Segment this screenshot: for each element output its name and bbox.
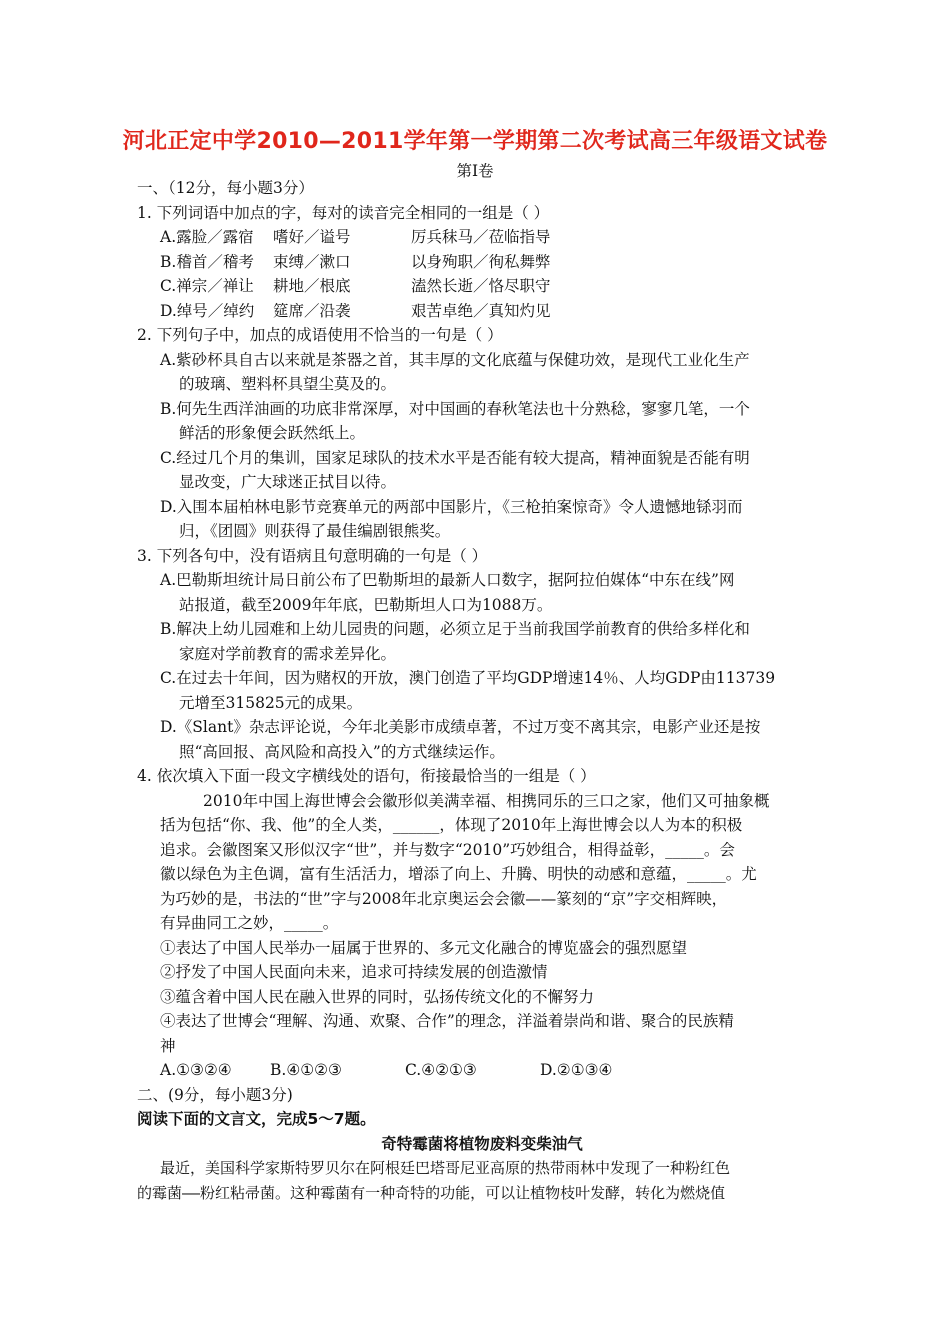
- q2-option-a: A.紫砂杯具自古以来就是茶器之首，其丰厚的文化底蕴与保健功效，是现代工业化生产: [160, 350, 750, 369]
- article-line: 的霉菌——粉红粘帚菌。这种霉菌有一种奇特的功能，可以让植物枝叶发酵，转化为燃烧值: [137, 1183, 726, 1202]
- q2-stem: 2. 下列句子中，加点的成语使用不恰当的一句是（ ）: [137, 326, 503, 344]
- q1-a-pair2: 嗜好／谥号: [273, 228, 351, 246]
- q4-item-1: ①表达了中国人民举办一届属于世界的、多元文化融合的博览盛会的强烈愿望: [160, 938, 688, 957]
- q1-option-c: [137, 274, 827, 299]
- q1-d-pair3: 艰苦卓绝／真知灼见: [411, 301, 551, 320]
- q4-passage-line: 追求。会徽图案又形似汉字“世”，并与数字“2010”巧妙组合，相得益彰，_____。会: [160, 840, 735, 859]
- q1-option-b: [137, 250, 827, 275]
- q1-a-pair1: A.露脸／露宿: [160, 228, 254, 246]
- article-line: 最近，美国科学家斯特罗贝尔在阿根廷巴塔哥尼亚高原的热带雨林中发现了一种粉红色: [160, 1159, 731, 1177]
- q4-item-2: ②抒发了中国人民面向未来，追求可持续发展的创造激情: [160, 963, 548, 981]
- exam-body: [137, 176, 827, 1205]
- volume-label: 第Ⅰ卷: [456, 162, 494, 180]
- q3-option-c-cont: 元增至315825元的成果。: [179, 693, 363, 712]
- q3-option-a: A.巴勒斯坦统计局日前公布了巴勒斯坦的最新人口数字，据阿拉伯媒体“中东在线”网: [160, 571, 735, 589]
- article-title: 奇特霉菌将植物废料变柴油气: [381, 1134, 583, 1153]
- q3-option-b-cont: 家庭对学前教育的需求差异化。: [179, 644, 397, 663]
- q4-passage-line: 为巧妙的是，书法的“世”字与2008年北京奥运会会徽——篆刻的“京”字交相辉映，: [160, 889, 728, 908]
- q1-stem: 1. 下列词语中加点的字，每对的读音完全相同的一组是（ ）: [137, 203, 550, 222]
- q4-passage-line: 徽以绿色为主色调，富有生活活力，增添了向上、升腾、明快的动感和意蕴，_____。尤: [160, 865, 757, 883]
- q1-b-pair3: 以身殉职／徇私舞弊: [411, 252, 551, 271]
- exam-title: 河北正定中学2010—2011学年第一学期第二次考试高三年级语文试卷: [122, 129, 828, 154]
- q3-option-b: B.解决上幼儿园难和上幼儿园贵的问题，必须立足于当前我国学前教育的供给多样化和: [160, 620, 750, 638]
- q2-option-c-cont: 显改变，广大球迷正拭目以待。: [179, 473, 397, 491]
- section-2-heading: 二、(9分，每小题3分): [137, 1085, 293, 1104]
- q1-d-pair1: D.绰号／绰约: [160, 301, 255, 320]
- q2-option-d-cont: 归，《团圆》则获得了最佳编剧银熊奖。: [179, 522, 451, 540]
- q1-a-pair3: 厉兵秣马／莅临指导: [411, 228, 551, 246]
- q4-item-4-cont: 神: [160, 1036, 176, 1055]
- q4-item-4: ④表达了世博会“理解、沟通、欢聚、合作”的理念，洋溢着崇尚和谐、聚合的民族精: [160, 1012, 734, 1030]
- q4-choice-d: D.②①③④: [540, 1061, 613, 1079]
- q4-passage-line: 有异曲同工之妙，_____。: [160, 914, 339, 932]
- q4-stem: 4. 依次填入下面一段文字横线处的语句，衔接最恰当的一组是（ ）: [137, 767, 596, 785]
- q3-option-a-cont: 站报道，截至2009年年底，巴勒斯坦人口为1088万。: [179, 595, 553, 614]
- q2-option-d: D.入围本届柏林电影节竞赛单元的两部中国影片，《三枪拍案惊奇》令人遗憾地铩羽而: [160, 497, 743, 516]
- q4-choice-b: B.④①②③: [270, 1061, 342, 1079]
- q3-option-d: D.《Slant》杂志评论说，今年北美影市成绩卓著，不过万变不离其宗，电影产业还是按: [160, 718, 761, 736]
- reading-instruction: 阅读下面的文言文，完成5～7题。: [137, 1110, 376, 1128]
- q1-option-d: [137, 299, 827, 324]
- q3-option-d-cont: 照“高回报、高风险和高投入”的方式继续运作。: [179, 742, 505, 761]
- q4-choice-a: A.①③②④: [160, 1061, 232, 1079]
- q1-b-pair1: B.稽首／稽考: [160, 252, 254, 271]
- q4-choices: [137, 1058, 827, 1083]
- q4-item-3: ③蕴含着中国人民在融入世界的同时，弘扬传统文化的不懈努力: [160, 987, 595, 1006]
- q2-option-b-cont: 鲜活的形象便会跃然纸上。: [179, 424, 366, 442]
- q4-passage-line: 2010年中国上海世博会会徽形似美满幸福、相携同乐的三口之家，他们又可抽象概: [203, 791, 770, 810]
- q1-c-pair3: 溘然长逝／恪尽职守: [411, 277, 551, 295]
- q3-option-c: C.在过去十年间，因为赌权的开放，澳门创造了平均GDP增速14％、人均GDP由113739: [160, 669, 776, 687]
- q4-choice-c: C.④②①③: [405, 1061, 477, 1079]
- q1-option-a: [137, 225, 827, 250]
- q2-option-b: B.何先生西洋油画的功底非常深厚，对中国画的春秋笔法也十分熟稔，寥寥几笔，一个: [160, 399, 750, 418]
- section-1-heading: 一、（12分，每小题3分）: [137, 179, 314, 197]
- q2-option-c: C.经过几个月的集训，国家足球队的技术水平是否能有较大提高，精神面貌是否能有明: [160, 448, 750, 467]
- q3-stem: 3. 下列各句中，没有语病且句意明确的一句是（ ）: [137, 546, 488, 565]
- q1-c-pair1: C.禅宗／禅让: [160, 277, 254, 295]
- q1-d-pair2: 筵席／沿袭: [273, 301, 351, 320]
- q2-option-a-cont: 的玻璃、塑料杯具望尘莫及的。: [179, 375, 397, 393]
- q4-passage-line: 括为包括“你、我、他”的全人类，______，体现了2010年上海世博会以人为本的积极: [160, 816, 743, 834]
- q1-b-pair2: 束缚／漱口: [273, 252, 351, 271]
- q1-c-pair2: 耕地／根底: [273, 277, 351, 295]
